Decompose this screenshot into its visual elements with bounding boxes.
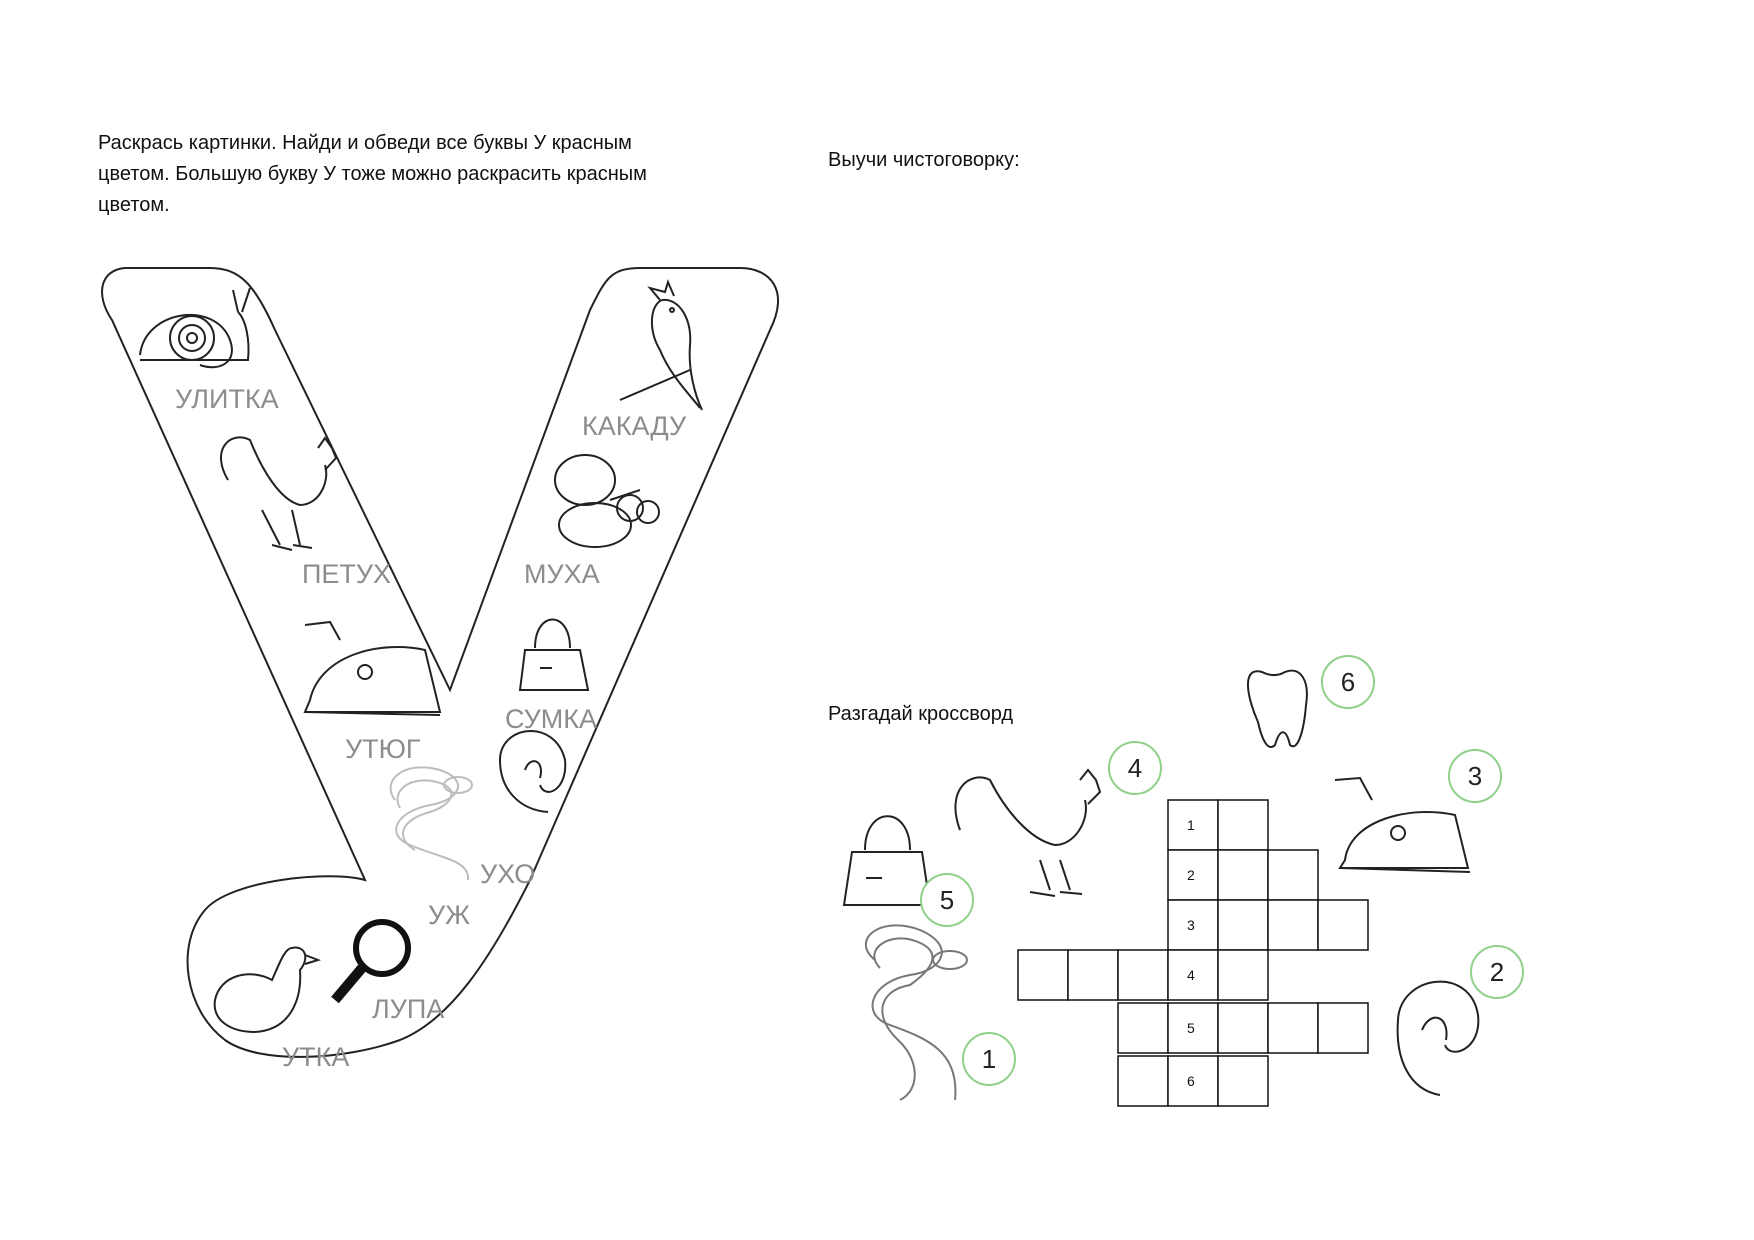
crossword-cell[interactable]: [1068, 950, 1118, 1000]
bag-icon: [844, 816, 930, 905]
crossword-cell[interactable]: [1268, 900, 1318, 950]
crossword-cell[interactable]: [1118, 1003, 1168, 1053]
word-utka: УТКА: [282, 1042, 350, 1072]
clue-number-2: 2: [1489, 957, 1505, 987]
iron-icon: [1335, 778, 1470, 872]
word-sumka: СУМКА: [505, 704, 597, 734]
crossword-cell[interactable]: [1218, 800, 1268, 850]
crossword-cell[interactable]: [1018, 950, 1068, 1000]
crossword-cell[interactable]: [1118, 950, 1168, 1000]
crossword-cell[interactable]: [1268, 850, 1318, 900]
instruction-line-2: цветом. Большую букву У тоже можно раскрасить красным: [98, 163, 647, 185]
crossword-cell[interactable]: [1218, 1003, 1268, 1053]
clue-number-5: 5: [939, 885, 955, 915]
crossword-row-number-4: 4: [1187, 967, 1195, 983]
rhyme-title: Выучи чистоговорку:: [828, 149, 1020, 171]
word-kakadu: КАКАДУ: [582, 411, 687, 441]
crossword-cell[interactable]: [1218, 1056, 1268, 1106]
clue-number-3: 3: [1467, 761, 1483, 791]
crossword-row-number-1: 1: [1187, 817, 1195, 833]
snake-icon: [866, 925, 967, 1100]
clue-circle-6: [1322, 656, 1374, 708]
word-uho: УХО: [480, 859, 536, 889]
clue-number-4: 4: [1127, 753, 1143, 783]
crossword-cell[interactable]: [1218, 850, 1268, 900]
crossword-cell[interactable]: [1118, 1056, 1168, 1106]
crossword-row-number-2: 2: [1187, 867, 1195, 883]
clue-circle-3: [1449, 750, 1501, 802]
word-petuh: ПЕТУХ: [302, 559, 392, 589]
crossword-cell[interactable]: [1268, 1003, 1318, 1053]
clue-circle-2: [1471, 946, 1523, 998]
crossword-cell[interactable]: [1318, 900, 1368, 950]
instruction-line-1: Раскрась картинки. Найди и обведи все буквы У красным: [98, 132, 632, 154]
clue-circle-5: [921, 874, 973, 926]
crossword-grid[interactable]: [1018, 800, 1368, 1106]
crossword-cell[interactable]: [1218, 900, 1268, 950]
instruction-line-3: цветом.: [98, 194, 170, 216]
rooster-icon: [955, 770, 1100, 896]
crossword-row-number-6: 6: [1187, 1073, 1195, 1089]
clue-circle-4: [1109, 742, 1161, 794]
word-utyug: УТЮГ: [345, 734, 421, 764]
word-ulitka: УЛИТКА: [175, 384, 279, 414]
word-muha: МУХА: [524, 559, 600, 589]
tooth-icon: [1248, 671, 1307, 747]
ear-icon: [1398, 982, 1479, 1095]
word-uzh: УЖ: [428, 900, 471, 930]
word-lupa: ЛУПА: [372, 994, 445, 1024]
crossword-row-number-5: 5: [1187, 1020, 1195, 1036]
clue-number-6: 6: [1340, 667, 1356, 697]
crossword-cell[interactable]: [1318, 1003, 1368, 1053]
crossword-cell[interactable]: [1218, 950, 1268, 1000]
crossword-row-number-3: 3: [1187, 917, 1195, 933]
clue-circle-1: [963, 1033, 1015, 1085]
crossword-title: Разгадай кроссворд: [828, 703, 1014, 725]
clue-number-1: 1: [981, 1044, 997, 1074]
